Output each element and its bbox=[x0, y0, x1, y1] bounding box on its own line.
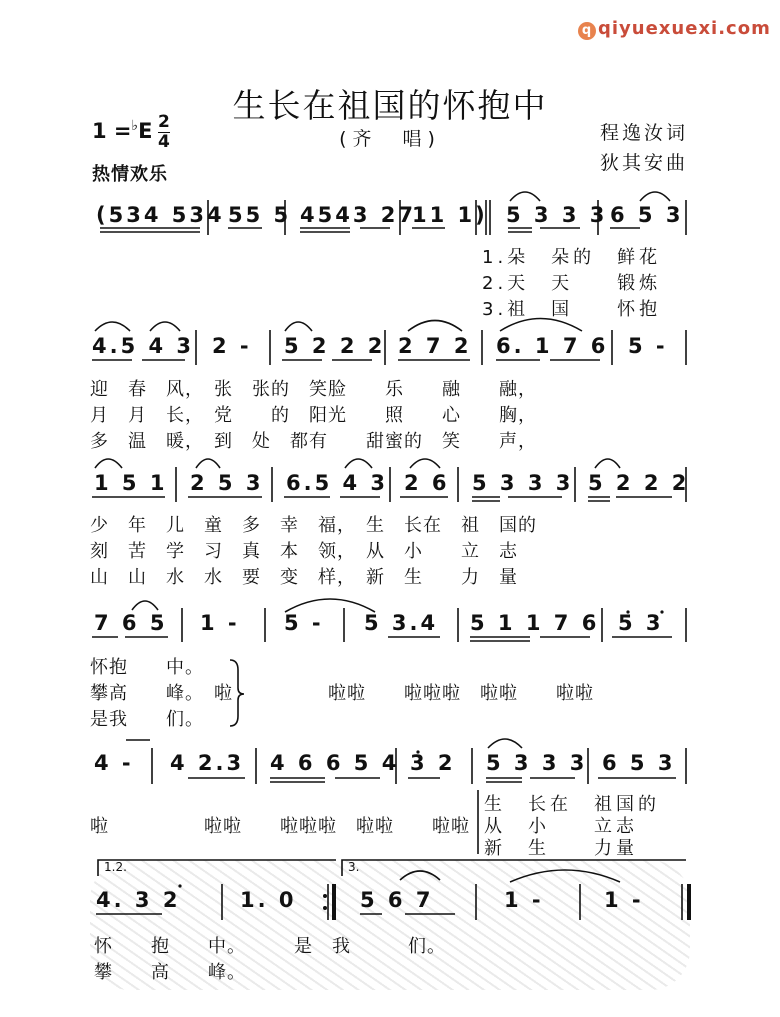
measure-31: 1 - bbox=[604, 888, 644, 912]
lyric-verse1-line4: 怀抱 中。 bbox=[90, 657, 204, 678]
measure-25: 5 3 3 3 bbox=[486, 751, 588, 775]
lyric-verse2-line1: 2.天 天 锻炼 bbox=[482, 273, 662, 294]
measure-16: 1 - bbox=[200, 611, 240, 635]
measure-27: 4. 3 2 bbox=[96, 888, 181, 912]
measure-5: 5 2 2 2 bbox=[284, 334, 386, 358]
lyric-verse1-line1: 1.朵 朵的 鲜花 bbox=[482, 247, 662, 268]
measure-19: 5 1 1 7 6 bbox=[470, 611, 600, 635]
measure-3: 4.5 4 3 bbox=[92, 334, 195, 358]
volta-1-2: 1.2. bbox=[104, 860, 127, 874]
measure-28: 1. 0 bbox=[240, 888, 297, 912]
measure-11: 6.5 4 3 bbox=[286, 471, 389, 495]
measure-7: 6. 1 7 6 bbox=[496, 334, 609, 358]
lyric-verse3-line1: 3.祖 国 怀抱 bbox=[482, 299, 662, 320]
measure-26: 6 5 3 bbox=[602, 751, 676, 775]
lyric-verse2-line2: 月 月 长， 党 的 阳光 照 心 胸， bbox=[90, 405, 537, 426]
measure-24: 3 2 bbox=[410, 751, 456, 775]
measure-10: 2 5 3 bbox=[190, 471, 264, 495]
measure-4: 2 - bbox=[212, 334, 252, 358]
lyric-verse3-line4: 是我 们。 bbox=[90, 709, 204, 730]
lyric-verse3-line3: 山 山 水 水 要 变 样， 新 生 力 量 bbox=[90, 567, 518, 588]
site-watermark-text: qiyuexuexi.com bbox=[598, 18, 771, 39]
measure-22: 4 2.3 bbox=[170, 751, 245, 775]
lyric-verse3-line5: 新 生 力量 bbox=[484, 838, 638, 859]
measure-1: 5 3 3 3 bbox=[506, 203, 608, 227]
measure-17: 5 - bbox=[284, 611, 324, 635]
measure-intro-3: 4543 27 bbox=[300, 203, 416, 227]
logo-icon: q bbox=[578, 22, 596, 40]
measure-intro-4: 11 1) bbox=[412, 203, 488, 227]
lyric-verse2-line5: 从 小 立志 bbox=[484, 816, 638, 837]
lyric-verse3-line2: 多 温 暖， 到 处 都有 甜蜜的 笑 声， bbox=[90, 431, 537, 452]
key-signature: 1 =♭E bbox=[92, 118, 153, 143]
lyric-ending-line2: 攀 高 峰。 bbox=[94, 962, 246, 983]
lyric-la-line: 啦 啦啦 啦啦啦 啦啦 啦啦 bbox=[90, 816, 470, 837]
measure-15: 7 6 5 bbox=[94, 611, 168, 635]
volta-3: 3. bbox=[348, 860, 360, 874]
song-title: 生长在祖国的怀抱中 bbox=[232, 86, 548, 125]
measure-23: 4 6 6 5 4 bbox=[270, 751, 400, 775]
measure-29: 5 6 7 bbox=[360, 888, 434, 912]
time-signature: 2 4 bbox=[158, 112, 170, 152]
lyric-ending-line1: 怀 抱 中。 是 我 们。 bbox=[94, 936, 446, 957]
measure-2: 6 5 3 bbox=[610, 203, 684, 227]
measure-intro-2: 55 5 bbox=[228, 203, 292, 227]
measure-9: 1 5 1 bbox=[94, 471, 168, 495]
measure-6: 2 7 2 bbox=[398, 334, 472, 358]
measure-30: 1 - bbox=[504, 888, 544, 912]
measure-12: 2 6 bbox=[404, 471, 450, 495]
measure-intro-1: (534 534 bbox=[96, 203, 225, 227]
lyric-verse2-line3: 刻 苦 学 习 真 本 领， 从 小 立 志 bbox=[90, 541, 518, 562]
lyricist: 程逸汝词 bbox=[600, 122, 689, 144]
performance-note: (齐 唱) bbox=[339, 128, 441, 150]
measure-18: 5 3.4 bbox=[364, 611, 439, 635]
measure-21: 4 - bbox=[94, 751, 134, 775]
measure-8: 5 - bbox=[628, 334, 668, 358]
tempo-marking: 热情欢乐 bbox=[92, 164, 168, 185]
lyric-verse2-line4: 攀高 峰。 啦 啦啦 啦啦啦 啦啦 啦啦 bbox=[90, 683, 594, 704]
lyric-verse1-line2: 迎 春 风， 张 张的 笑脸 乐 融 融， bbox=[90, 379, 537, 400]
measure-14: 5 2 2 2 bbox=[588, 471, 690, 495]
lyric-verse1-line3: 少 年 儿 童 多 幸 福， 生 长在 祖 国的 bbox=[90, 515, 537, 536]
lyric-verse1-line5: 生 长在 祖国的 bbox=[484, 794, 660, 815]
composer: 狄其安曲 bbox=[600, 152, 689, 174]
measure-13: 5 3 3 3 bbox=[472, 471, 574, 495]
measure-20: 5 3 bbox=[618, 611, 664, 635]
